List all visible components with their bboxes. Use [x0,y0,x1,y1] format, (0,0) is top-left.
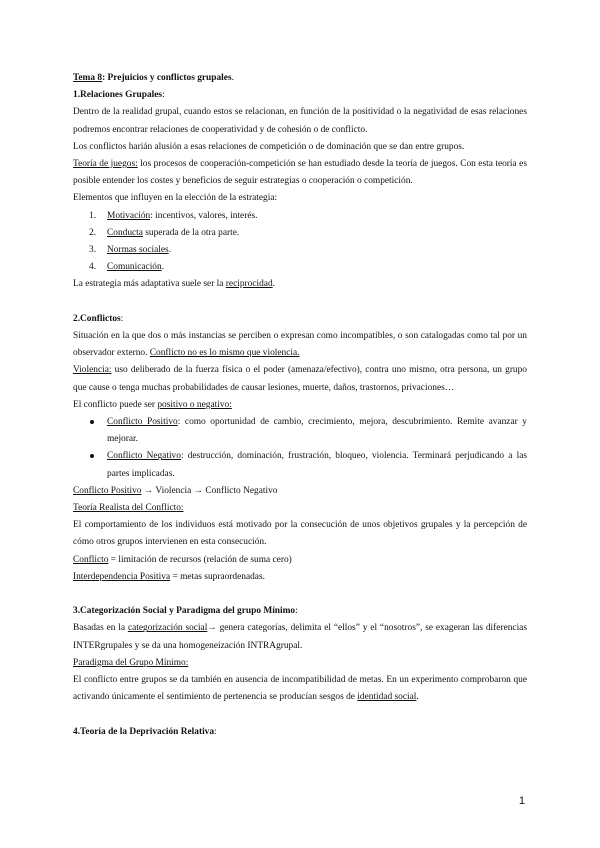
list-item: Conflicto Positivo: como oportunidad de cambio, crecimiento, mejora, descubrimiento. Remite avanzar y mejorar. [73,414,527,448]
list-item: 3. Normas sociales. [89,245,172,256]
s2-paragraph-6: Interdependencia Positiva = metas supraordenadas. [73,571,265,582]
bullet-icon [90,454,94,458]
s2-paragraph-3: El conflicto puede ser positivo o negativo: [73,399,232,410]
pgm-heading: Paradigma del Grupo Mínimo: [73,657,189,668]
s1-paragraph-5: La estrategia más adaptativa suele ser la reciprocidad. [73,279,275,290]
section-4-heading: 4.Teoría de la Deprivación Relativa: [73,726,217,737]
s2-paragraph-2: Violencia: uso deliberado de la fuerza física o el poder (amenaza/efectivo), contra uno mismo, otra persona, un grupo que cause o tenga muchas probabilidades de causar lesiones, muerte, daños, trastornos, privaciones… [73,365,527,393]
s2-paragraph-5: Conflicto = limitación de recursos (relación de suma cero) [73,554,292,565]
s1-paragraph-1: Dentro de la realidad grupal, cuando estos se relacionan, en función de la positividad o la negatividad de esas relaciones podremos encontrar relaciones de cooperatividad y de cohesión o de conflicto. [73,107,527,135]
s3-paragraph-2: El conflicto entre grupos se da también en ausencia de incompatibilidad de metas. En un experimento comprobaron que activando únicamente el sentimiento de pertenencia se producían sesgos de identidad social. [73,675,527,703]
list-item: 4. Comunicación. [89,262,165,273]
s1-paragraph-3: Teoría de juegos: los procesos de cooperación-competición se han estudiado desde la teoría de juegos. Con esta teoría es posible entender los costes y beneficios de seguir estrategias o cooperación o competición. [73,159,527,187]
trc-heading: Teoría Realista del Conflicto: [73,503,184,514]
page-number: 1 [518,795,525,807]
section-3-heading: 3.Categorización Social y Paradigma del grupo Mínimo: [73,606,298,617]
s3-paragraph-1: Basadas en la categorización social→ genera categorías, delimita el “ellos” y el “nosotros”, se exageran las diferencias INTERgrupales y se da una homogeneización INTRAgrupal. [73,623,527,651]
list-item: 2. Conducta superada de la otra parte. [89,227,240,238]
document-page [73,70,527,741]
conflict-types-list [73,414,527,483]
section-1-heading: 1.Relaciones Grupales: [73,90,165,101]
s1-paragraph-2: Los conflictos harián alusión a esas relaciones de competición o de dominación que se dan entre grupos. [73,141,465,152]
conflict-chain: Conflicto Positivo → Violencia → Conflicto Negativo [73,485,278,496]
strategy-elements-list [73,208,527,277]
s2-paragraph-1: Situación en la que dos o más instancias se perciben o expresan como incompatibles, o son catalogadas como tal por un observador externo. Conflicto no es lo mismo que violencia. [73,331,527,359]
list-item: Conflicto Negativo: destrucción, dominación, frustración, bloqueo, violencia. Terminará perjudicando a las partes implicadas. [73,448,527,482]
s2-paragraph-4: El comportamiento de los individuos está motivado por la consecución de unos objetivos grupales y la percepción de cómo otros grupos intervienen en esta consecución. [73,520,527,548]
bullet-icon [90,420,94,424]
section-2-heading: 2.Conflictos: [73,313,124,324]
s1-paragraph-4: Elementos que influyen en la elección de la estrategia: [73,193,278,204]
doc-title: Tema 8: Prejuicios y conflictos grupales. [73,73,234,83]
list-item: 1. Motivación: incentivos, valores, interés. [89,210,258,221]
